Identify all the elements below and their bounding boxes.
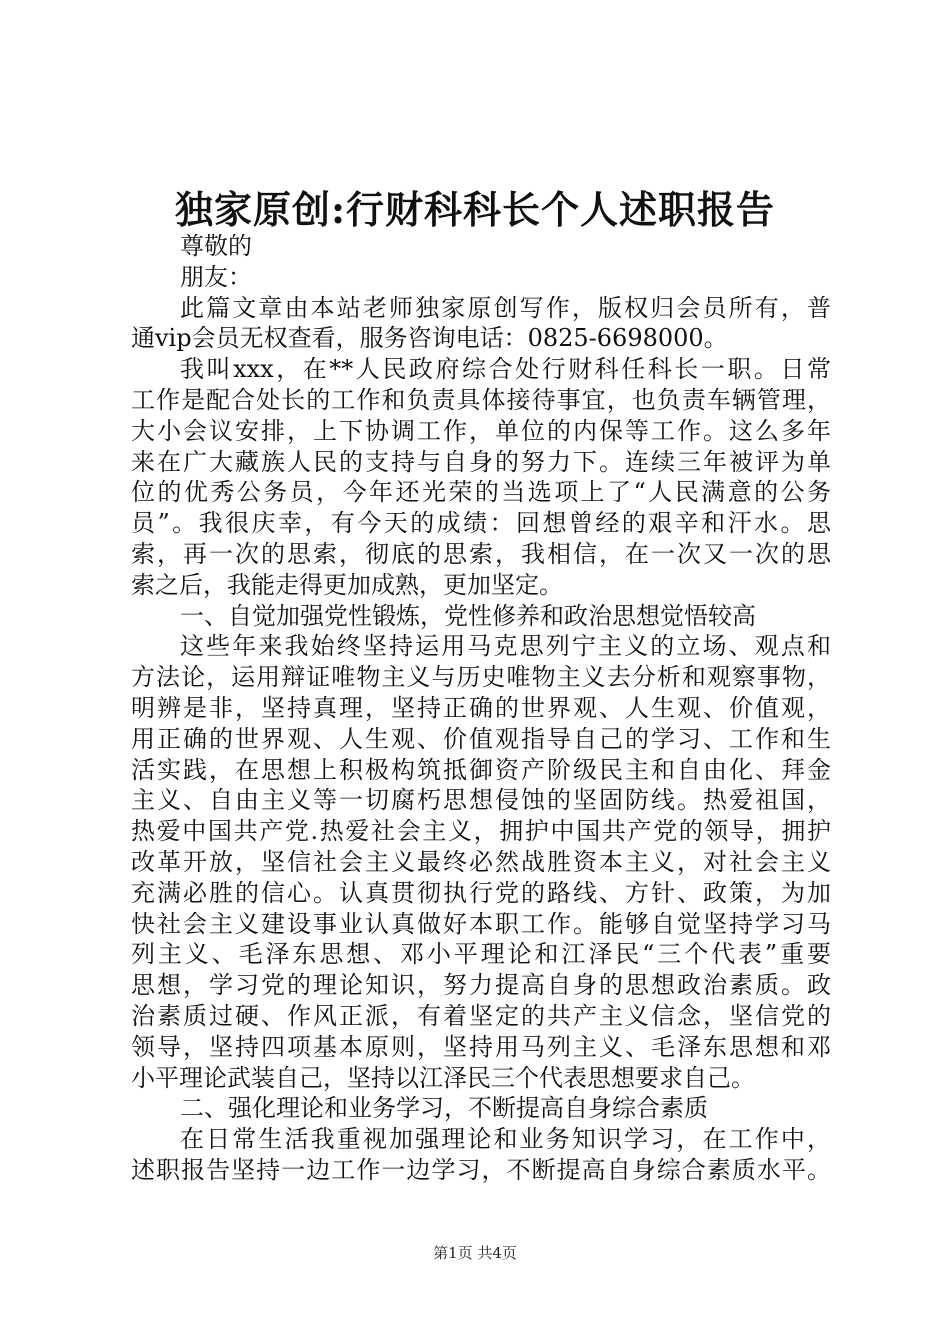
paragraph-line: 在日常生活我重视加强理论和业务知识学习，在工作中，: [180, 1125, 831, 1154]
paragraph-line: 述职报告坚持一边工作一边学习，不断提高自身综合素质水平。: [131, 1155, 831, 1184]
paragraph-line: 领导，坚持四项基本原则，坚持用马列主义、毛泽东思想和邓: [131, 1032, 831, 1061]
paragraph-line: 此篇文章由本站老师独家原创写作，版权归会员所有，普: [180, 293, 831, 322]
section-heading: 一、自觉加强党性锻炼，党性修养和政治思想觉悟较高: [180, 601, 756, 630]
paragraph-line: 列主义、毛泽东思想、邓小平理论和江泽民“三个代表”重要: [131, 940, 831, 969]
paragraph-line: 位的优秀公务员，今年还光荣的当选项上了“人民满意的公务: [131, 478, 831, 507]
paragraph-line: 思想，学习党的理论知识，努力提高自身的思想政治素质。政: [131, 971, 831, 1000]
paragraph-line: 方法论，运用辩证唯物主义与历史唯物主义去分析和观察事物，: [131, 663, 831, 692]
paragraph-line: 热爱中国共产党.热爱社会主义，拥护中国共产党的领导，拥护: [131, 817, 831, 846]
paragraph-line: 这些年来我始终坚持运用马克思列宁主义的立场、观点和: [180, 632, 831, 661]
salutation-line: 朋友：: [180, 262, 252, 291]
section-heading: 二、强化理论和业务学习，不断提高自身综合素质: [180, 1094, 708, 1123]
salutation-line: 尊敬的: [180, 232, 252, 260]
paragraph-line: 用正确的世界观、人生观、价值观指导自己的学习、工作和生: [131, 724, 831, 753]
paragraph-line: 索之后，我能走得更加成熟，更加坚定。: [131, 570, 563, 599]
paragraph-line: 充满必胜的信心。认真贯彻执行党的路线、方针、政策，为加: [131, 878, 831, 907]
paragraph-line: 治素质过硬、作风正派，有着坚定的共产主义信念，坚信党的: [131, 1001, 831, 1030]
paragraph-line: 索，再一次的思索，彻底的思索，我相信，在一次又一次的思: [131, 539, 831, 568]
document-body: [131, 231, 831, 1186]
document-title: 独家原创:行财科科长个人述职报告: [174, 187, 776, 232]
paragraph-line: 通vip会员无权查看，服务咨询电话：0825-6698000。: [131, 324, 728, 353]
paragraph-line: 我叫xxx，在**人民政府综合处行财科任科长一职。日常: [180, 355, 831, 384]
paragraph-line: 大小会议安排，上下协调工作，单位的内保等工作。这么多年: [131, 416, 831, 445]
paragraph-line: 员”。我很庆幸，有今天的成绩：回想曾经的艰辛和汗水。思: [131, 509, 831, 538]
paragraph-line: 小平理论武装自己，坚持以江泽民三个代表思想要求自己。: [131, 1063, 755, 1092]
paragraph-line: 改革开放，坚信社会主义最终必然战胜资本主义，对社会主义: [131, 847, 831, 876]
paragraph-line: 快社会主义建设事业认真做好本职工作。能够自觉坚持学习马: [131, 909, 831, 938]
paragraph-line: 活实践，在思想上积极构筑抵御资产阶级民主和自由化、拜金: [131, 755, 831, 784]
paragraph-line: 主义、自由主义等一切腐朽思想侵蚀的坚固防线。热爱祖国，: [131, 786, 831, 815]
paragraph-line: 来在广大藏族人民的支持与自身的努力下。连续三年被评为单: [131, 447, 831, 476]
page-footer: 第1页 共4页: [433, 1244, 517, 1262]
paragraph-line: 明辨是非，坚持真理，坚持正确的世界观、人生观、价值观，: [131, 693, 831, 722]
paragraph-line: 工作是配合处长的工作和负责具体接待事宜，也负责车辆管理，: [131, 385, 831, 414]
